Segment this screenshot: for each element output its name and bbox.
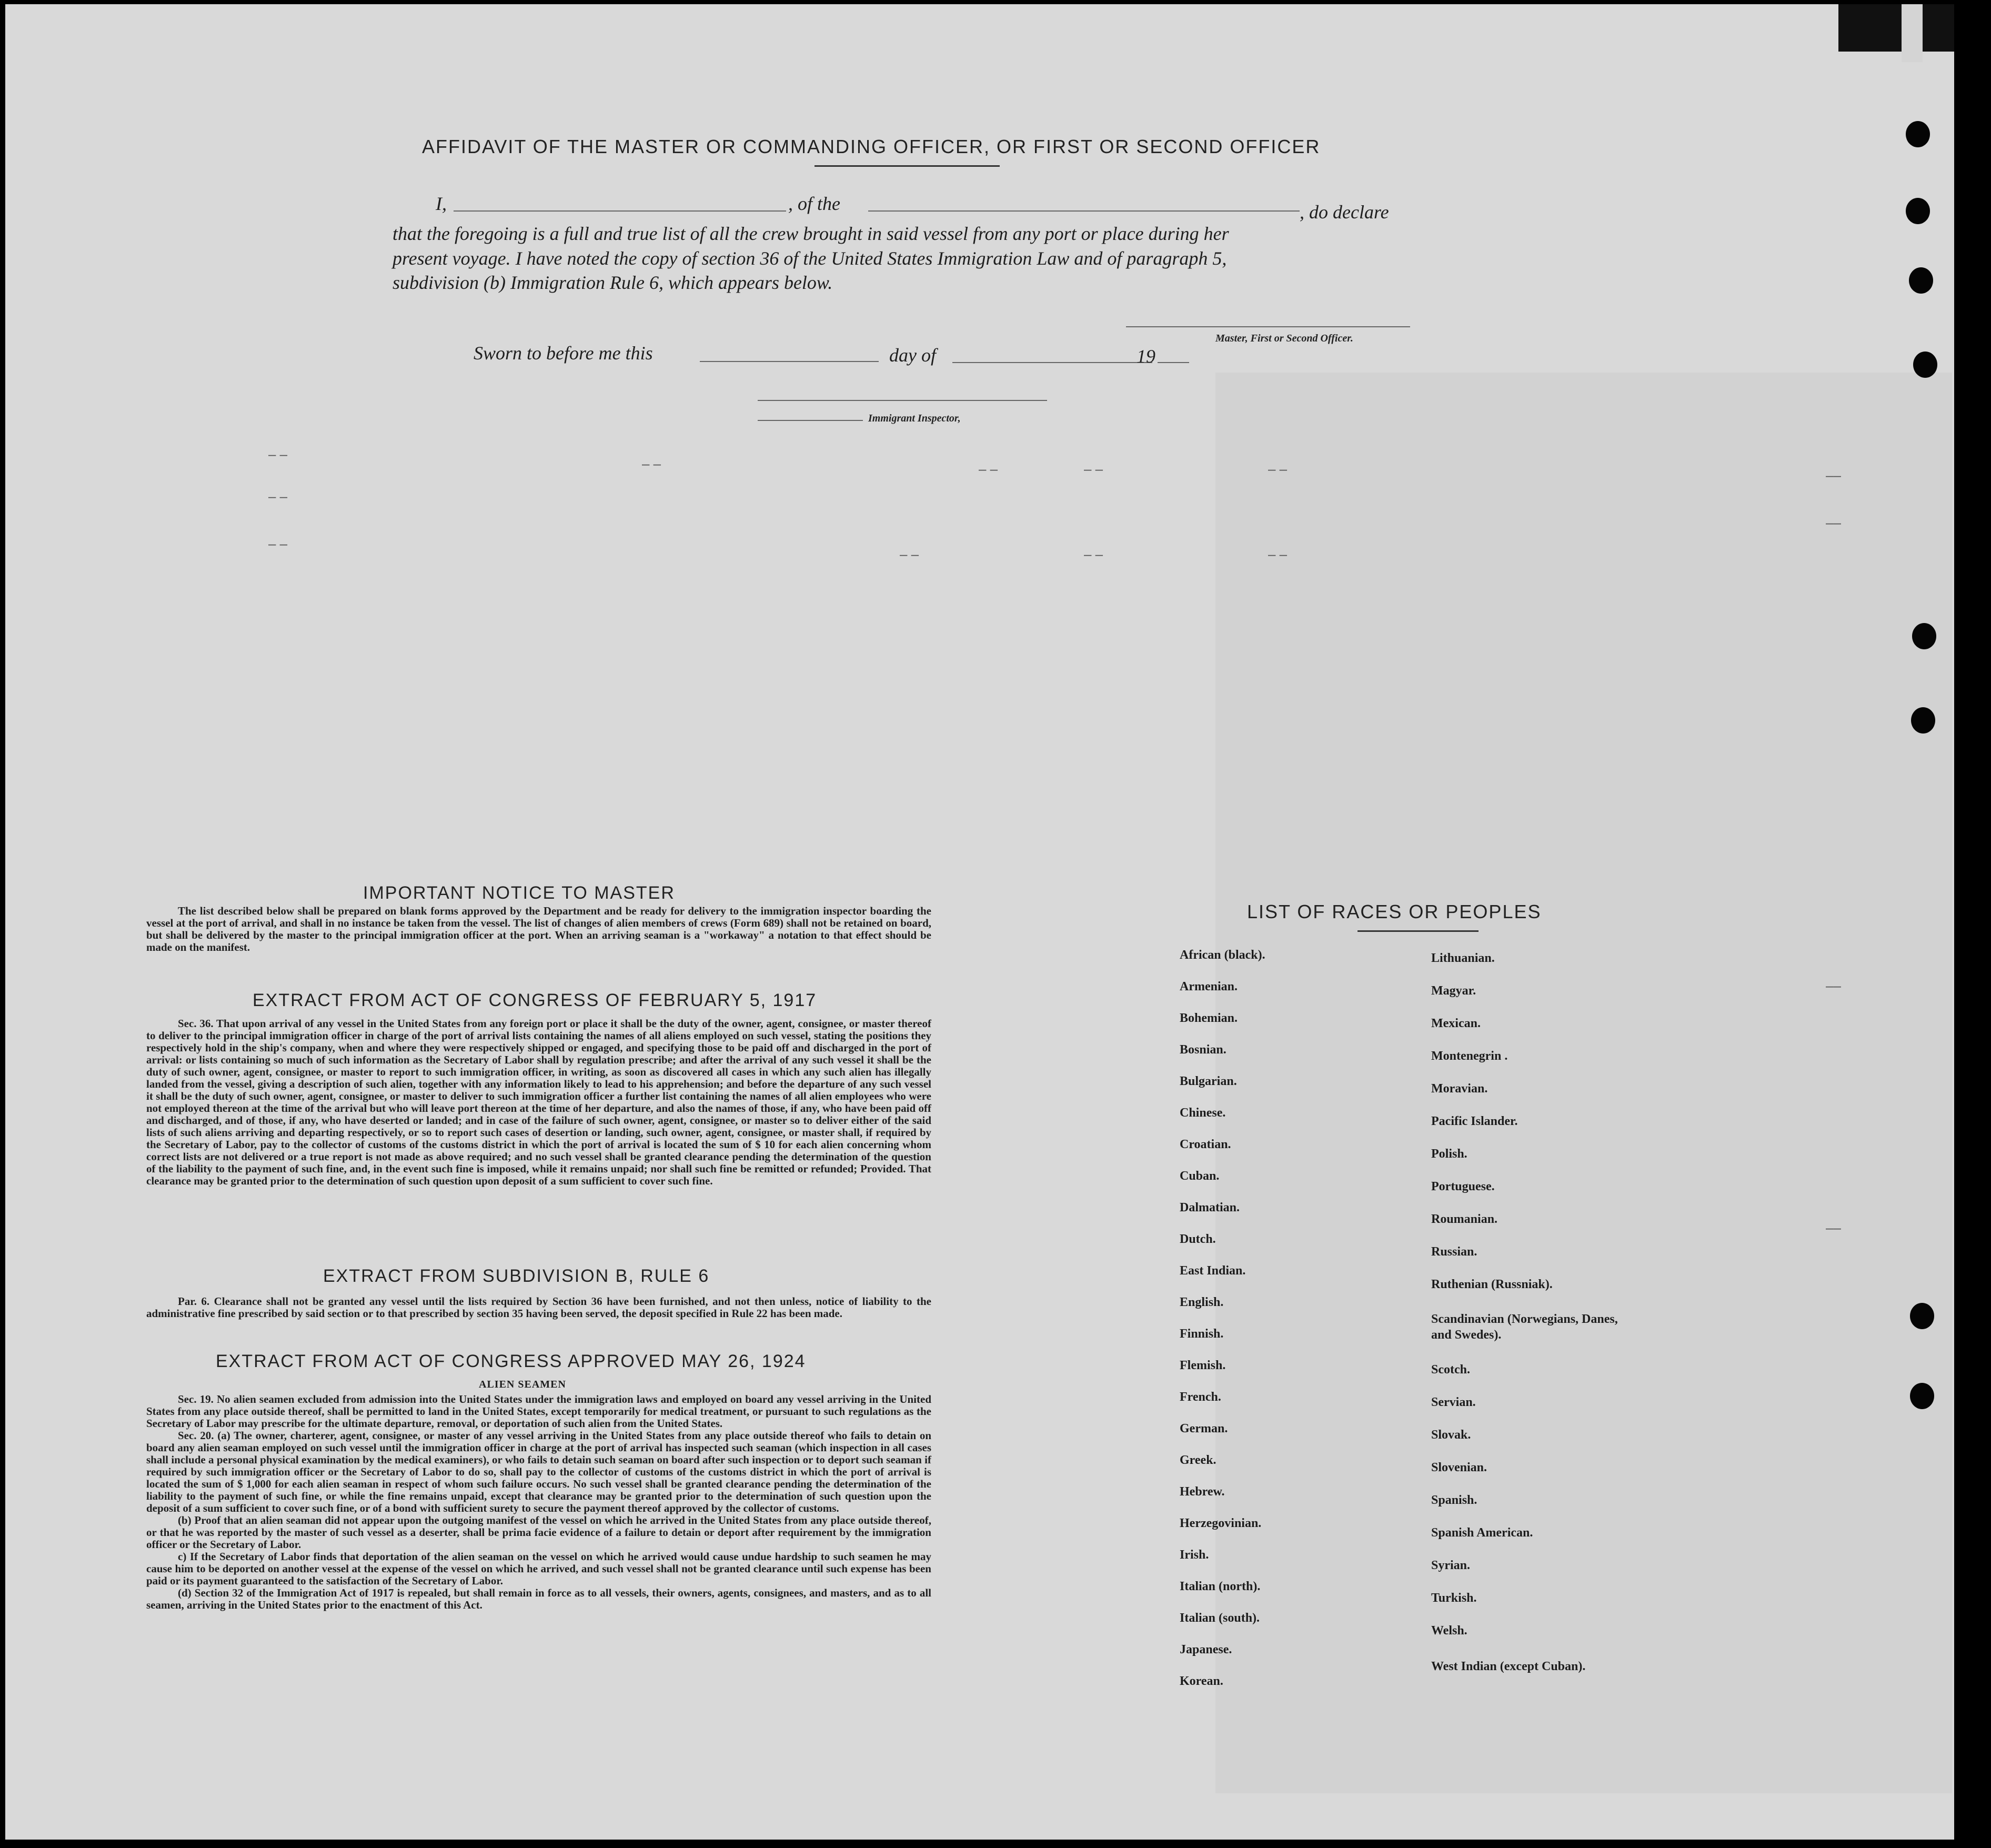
master-caption: Master, First or Second Officer. (1215, 333, 1353, 344)
race-col1-item: Dalmatian. (1180, 1201, 1240, 1214)
punch-hole (1906, 121, 1930, 147)
act-1924-sec-20d: (d) Section 32 of the Immigration Act of 1917 is repealed, but shall remain in force as to all vessels, their owners, agents, consignees, and masters, and as to all seamen, arriving in the United States prior to the enactment of this Act. (146, 1586, 931, 1611)
race-col2-item: West Indian (except Cuban). (1431, 1660, 1586, 1673)
notice-paragraph: The list described below shall be prepared on blank forms approved by the Department and be ready for delivery to the immigration inspector boarding the vessel at the port of arrival, and shall in no instance be taken from the vessel. The list of changes of alien members of crews (Form 689) shall not be retained on board, but shall be delivered by the master to the principal immigration officer at the port. When an arriving seaman is a "workaway" a notation to that effect should be made on the manifest. (146, 905, 931, 953)
act-1917-paragraph: Sec. 36. That upon arrival of any vessel in the United States from any foreign port or place it shall be the duty of the owner, agent, consignee, or master thereof to deliver to the principal immigration officer in charge of the port of arrival lists containing the names of all aliens employed on such vessel, stating the positions they respectively hold in the ship's company, when and where they were respectively shipped or engaged, and specifying those to be paid off and discharged in the port of arrival: or lists containing so much of such information as the Secretary of Labor shall by regulation prescribe; and after the arrival of any such vessel it shall be the duty of such owner, agent, consignee, or master to report to such immigration officer, in writing, as soon as discovered all cases in which any such alien has illegally landed from the vessel, giving a description of such alien, together with any information likely to lead to his apprehension; and before the departure of any such vessel it shall be the duty of such owner, agent, consignee, or master to deliver to such immigration officer a further list containing the names of all alien employees who were not employed thereon at the time of the arrival but who will leave port thereon at the time of her departure, and also the names of those, if any, who have been paid off and discharged, and of those, if any, who have deserted or landed; and in case of the failure of such owner, agent, consignee, or master so to deliver either of the said lists of such aliens arriving and departing respectively, or so to report such cases of desertion or landing, such owner, agent, consignee, or master shall, if required by the Secretary of Labor, pay to the collector of customs of the customs district in which the port of arrival is located the sum of $ 10 for each alien concerning whom correct lists are not delivered or a true report is not made as above required; and no such vessel shall be granted clearance pending the determination of the question of the liability to the payment of such fine, and, in the event such fine is imposed, while it remains unpaid; nor shall such fine be remitted or refunded; Provided. That clearance may be granted prior to the determination of such question upon deposit of a sum sufficient to cover such fine. (146, 1017, 931, 1187)
race-col2-item: Slovak. (1431, 1428, 1471, 1442)
race-col1-item: East Indian. (1180, 1264, 1246, 1278)
affidavit-title: AFFIDAVIT OF THE MASTER OR COMMANDING OFFICER, OR FIRST OR SECOND OFFICER (422, 136, 1321, 157)
race-col2-item: Roumanian. (1431, 1212, 1498, 1226)
bleed-dash: – – (979, 461, 998, 477)
race-col1-item: African (black). (1180, 948, 1265, 962)
name-blank (454, 210, 786, 212)
notice-title: IMPORTANT NOTICE TO MASTER (363, 883, 675, 903)
race-col1-item: Herzegovinian. (1180, 1516, 1262, 1530)
affidavit-line-3: present voyage. I have noted the copy of section 36 of the United States Immigration Law and of paragraph 5, (393, 248, 1227, 269)
affidavit-i-label: I, (436, 193, 447, 214)
year-blank (1158, 362, 1189, 363)
race-col2-item: Montenegrin . (1431, 1049, 1508, 1063)
race-col2-item: Russian. (1431, 1245, 1477, 1259)
day-of-text: day of (889, 345, 936, 366)
race-col1-item: Korean. (1180, 1674, 1223, 1688)
race-col1-item: Flemish. (1180, 1359, 1226, 1372)
bleed-through-shade (1215, 373, 1952, 1793)
bleed-dash: –– (1826, 515, 1841, 530)
inspector-signature-line-2 (758, 420, 863, 421)
race-col1-item: Chinese. (1180, 1106, 1226, 1120)
race-col2-item: Scotch. (1431, 1363, 1470, 1377)
bleed-dash: – – (1084, 546, 1103, 562)
notice-text (146, 905, 931, 953)
race-col1-item: Finnish. (1180, 1327, 1224, 1341)
affidavit-do-declare: , do declare (1300, 202, 1389, 223)
race-col2-item: Servian. (1431, 1395, 1476, 1409)
race-col1-item: English. (1180, 1295, 1224, 1309)
inspector-signature-line (758, 400, 1047, 401)
punch-hole (1909, 267, 1933, 294)
bleed-dash: – – (900, 546, 919, 562)
race-col2-item: Spanish. (1431, 1493, 1477, 1507)
bleed-dash: – – (642, 456, 661, 471)
race-col2-item: Moravian. (1431, 1082, 1488, 1096)
act-1924-sec-20b: (b) Proof that an alien seaman did not appear upon the outgoing manifest of the vessel on which he arrived in the United States from any place outside thereof, or that he was reported by the master of such vessel as a deserter, shall be prima facie evidence of a failure to detain or deport after requirement by the immigration officer or the Secretary of Labor. (146, 1514, 931, 1551)
rule-6-text (146, 1295, 931, 1320)
punch-hole (1911, 707, 1935, 734)
bleed-dash: – – (268, 488, 288, 504)
page-tab-edge (1838, 4, 1954, 52)
act-1924-sec-20a: Sec. 20. (a) The owner, charterer, agent, consignee, or master of any vessel arriving in the United States from any place outside thereof who fails to detain on board any alien seaman employed on such vessel until the immigration officer in charge at the port of arrival has inspected such seaman (which inspection in all cases shall include a personal physical examination by the medical examiners), or who fails to detain such seaman on board after such inspection or to deport such seaman if required by such immigration officer or the Secretary of Labor to do so, shall pay to the collector of customs of the customs district in which the port of arrival is located the sum of $ 1,000 for each alien seaman in respect of whom such failure occurs. No such vessel shall be granted clearance pending the determination of the liability to the payment of such fine, or while the fine remains unpaid, except that clearance may be granted prior to the determination of such question upon the deposit of a sum sufficient to cover such fine, or of a bond with sufficient surety to secure the payment thereof approved by the collector of customs. (146, 1429, 931, 1514)
race-col2-item: Welsh. (1431, 1624, 1467, 1638)
races-title: LIST OF RACES OR PEOPLES (1247, 901, 1542, 922)
race-col2-item: Spanish American. (1431, 1526, 1533, 1540)
manifest-sheet (5, 4, 1954, 1840)
race-col2-item: Ruthenian (Russniak). (1431, 1278, 1553, 1291)
bleed-dash: – – (1084, 461, 1103, 477)
act-1917-text (146, 1018, 931, 1187)
act-1924-sec-20c: c) If the Secretary of Labor finds that deportation of the alien seaman on the vessel on which he arrived would cause undue hardship to such seamen he may cause him to be deported on another vessel at the expense of the vessel on which he arrived, and such vessel shall not be granted clearance until such expense has been paid or its payment guaranteed to the satisfaction of the Secretary of Labor. (146, 1550, 931, 1587)
races-title-underline (1358, 930, 1479, 932)
punch-hole (1910, 1383, 1934, 1409)
race-col2-item: Lithuanian. (1431, 951, 1495, 965)
race-col2-item: Slovenian. (1431, 1461, 1487, 1474)
race-col1-item: Dutch. (1180, 1232, 1216, 1246)
race-col2-item: Portuguese. (1431, 1180, 1495, 1193)
race-col2-item: Mexican. (1431, 1017, 1481, 1030)
bleed-dash: – – (1268, 546, 1288, 562)
rule-6-title: EXTRACT FROM SUBDIVISION B, RULE 6 (323, 1266, 710, 1286)
bleed-dash: –– (1826, 978, 1841, 993)
act-1924-sec-19: Sec. 19. No alien seamen excluded from admission into the United States under the immigration laws and employed on board any vessel arriving in the United States from any place outside thereof, shall be permitted to land in the United States, except temporarily for medical treatment, or pursuant to such regulations as the Secretary of Labor may prescribe for the ultimate departure, removal, or deportation of such alien from the United States. (146, 1393, 931, 1430)
bleed-dash: – – (1268, 461, 1288, 477)
race-col1-item: Armenian. (1180, 980, 1238, 993)
race-col1-item: Croatian. (1180, 1138, 1231, 1151)
act-1924-subtitle: ALIEN SEAMEN (479, 1379, 566, 1390)
race-col2-item: Magyar. (1431, 984, 1476, 998)
bleed-dash: –– (1826, 1220, 1841, 1236)
punch-hole (1912, 623, 1936, 649)
race-col2-item: Turkish. (1431, 1591, 1477, 1605)
race-col1-item: Bohemian. (1180, 1011, 1238, 1025)
race-col1-item: Irish. (1180, 1548, 1209, 1562)
master-signature-line (1126, 326, 1410, 327)
bleed-dash: –– (1826, 467, 1841, 483)
race-col1-item: Greek. (1180, 1453, 1216, 1467)
race-col1-item: Hebrew. (1180, 1485, 1225, 1499)
affidavit-of-the: , of the (788, 193, 840, 214)
race-col1-item: Bosnian. (1180, 1043, 1226, 1057)
affidavit-line-2: that the foregoing is a full and true list of all the crew brought in said vessel from any port or place during her (393, 223, 1229, 244)
punch-hole (1910, 1303, 1934, 1329)
act-1924-title: EXTRACT FROM ACT OF CONGRESS APPROVED MAY 26, 1924 (216, 1351, 806, 1371)
rule-6-paragraph: Par. 6. Clearance shall not be granted any vessel until the lists required by Section 36 have been furnished, and not then unless, notice of liability to the administrative fine prescribed by said section or to that prescribed by section 35 having been served, the deposit specified in Rule 22 has been made. (146, 1295, 931, 1320)
race-col1-item: Japanese. (1180, 1643, 1232, 1656)
day-blank (700, 361, 879, 362)
act-1924-text (146, 1393, 931, 1611)
race-col1-item: French. (1180, 1390, 1221, 1404)
race-col2-item: Polish. (1431, 1147, 1467, 1161)
affidavit-line-4: subdivision (b) Immigration Rule 6, which appears below. (393, 272, 833, 293)
race-col2-item: Syrian. (1431, 1559, 1471, 1572)
race-col2-item: Pacific Islander. (1431, 1114, 1518, 1128)
month-blank (952, 362, 1152, 363)
punch-hole (1913, 351, 1937, 378)
race-col1-item: Bulgarian. (1180, 1074, 1237, 1088)
race-col1-item: Italian (south). (1180, 1611, 1260, 1625)
race-col1-item: Italian (north). (1180, 1580, 1261, 1593)
year-prefix: 19 (1137, 346, 1155, 367)
punch-hole (1906, 198, 1930, 224)
vessel-blank (868, 210, 1300, 212)
act-1917-title: EXTRACT FROM ACT OF CONGRESS OF FEBRUARY 5, 1917 (253, 990, 817, 1010)
sworn-text: Sworn to before me this (474, 343, 653, 364)
title-underline (815, 165, 1000, 167)
race-col2-item: Scandinavian (Norwegians, Danes, and Swedes). (1431, 1312, 1618, 1342)
bleed-dash: – – (268, 446, 288, 462)
race-col1-item: Cuban. (1180, 1169, 1220, 1183)
inspector-caption: Immigrant Inspector, (868, 413, 961, 424)
race-col1-item: German. (1180, 1422, 1228, 1435)
page-tab-gap (1902, 4, 1923, 62)
bleed-dash: – – (268, 536, 288, 551)
